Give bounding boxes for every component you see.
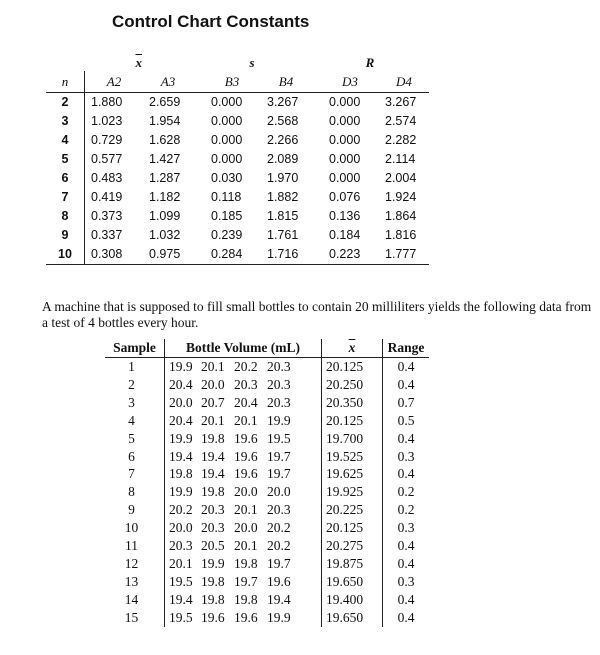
constant-value: 0.239	[211, 228, 243, 242]
const-col-header: B3	[193, 71, 261, 93]
sample-number: 5	[105, 430, 165, 448]
volume-value: 20.4	[169, 412, 193, 428]
constant-value: 1.023	[91, 114, 123, 128]
group-header-s: s	[249, 55, 255, 70]
constant-value: 3.267	[267, 95, 299, 109]
volume-value: 20.3	[201, 520, 225, 536]
bottle-volumes	[165, 448, 322, 466]
bottle-volumes	[165, 519, 322, 537]
bottle-volumes	[165, 430, 322, 448]
volume-value: 20.3	[267, 376, 291, 392]
sample-range: 0.4	[397, 466, 415, 482]
volume-value: 19.4	[169, 591, 193, 607]
bottle-volumes	[165, 609, 322, 627]
constant-value: 1.761	[267, 228, 299, 242]
sample-mean: 19.400	[322, 591, 383, 609]
volume-value: 20.3	[234, 376, 258, 392]
table-row	[105, 609, 429, 627]
volume-value: 20.0	[169, 394, 193, 410]
constant-value: 0.308	[85, 245, 144, 265]
table-row	[105, 555, 429, 573]
constant-value: 0.000	[329, 133, 361, 147]
volume-value: 19.5	[169, 573, 193, 589]
sample-number: 8	[105, 483, 165, 501]
const-col-header: A3	[143, 71, 193, 93]
table-row	[105, 591, 429, 609]
volume-value: 19.9	[201, 555, 225, 571]
volume-value: 20.3	[201, 502, 225, 518]
bottle-volumes	[165, 376, 322, 394]
volume-value: 20.1	[201, 412, 225, 428]
sample-mean: 19.650	[322, 609, 383, 627]
bottle-volumes	[165, 358, 322, 376]
constant-value: 0.337	[91, 228, 123, 242]
constant-value: 2.659	[149, 95, 181, 109]
const-col-header: n	[46, 71, 85, 93]
volume-value: 20.0	[201, 376, 225, 392]
constant-value: 0.729	[91, 133, 123, 147]
constant-value: 0.076	[329, 190, 361, 204]
sample-number: 14	[105, 591, 165, 609]
sample-mean: 20.125	[322, 358, 383, 376]
constant-value: 1.924	[385, 190, 417, 204]
constant-value: 0.000	[211, 95, 243, 109]
volume-value: 20.1	[234, 412, 258, 428]
constant-value: 0.000	[329, 152, 361, 166]
table-row	[105, 394, 429, 412]
sample-range: 0.4	[397, 538, 415, 554]
n-value: 9	[46, 226, 85, 245]
volume-value: 20.1	[234, 538, 258, 554]
volume-value: 20.0	[169, 520, 193, 536]
constant-value: 0.284	[193, 245, 261, 265]
volume-value: 19.6	[201, 609, 225, 625]
bottle-volumes	[165, 573, 322, 591]
volume-value: 20.7	[201, 394, 225, 410]
constant-value: 2.114	[385, 152, 416, 166]
volume-value: 19.4	[169, 448, 193, 464]
volume-value: 19.8	[201, 591, 225, 607]
constant-value: 0.136	[329, 209, 361, 223]
sample-mean: 19.700	[322, 430, 383, 448]
constant-value: 0.000	[329, 171, 361, 185]
sample-number: 6	[105, 448, 165, 466]
volume-value: 19.8	[234, 591, 258, 607]
sample-range: 0.4	[397, 555, 415, 571]
constant-value: 0.000	[329, 114, 361, 128]
const-col-header: D3	[311, 71, 379, 93]
volume-value: 20.2	[267, 538, 291, 554]
constant-value: 0.373	[91, 209, 123, 223]
volume-value: 20.3	[267, 502, 291, 518]
constant-value: 0.184	[329, 228, 361, 242]
sample-number: 9	[105, 501, 165, 519]
volume-value: 19.5	[169, 609, 193, 625]
const-col-header: A2	[85, 71, 144, 93]
sample-number: 13	[105, 573, 165, 591]
sample-mean: 20.125	[322, 412, 383, 430]
sample-number: 3	[105, 394, 165, 412]
table-row	[46, 93, 429, 113]
volume-value: 20.3	[267, 394, 291, 410]
table-row	[105, 465, 429, 483]
header-volume: Bottle Volume (mL)	[165, 339, 322, 358]
sample-range: 0.3	[397, 573, 415, 589]
volume-value: 20.2	[267, 520, 291, 536]
table-row	[46, 131, 429, 150]
volume-value: 20.1	[169, 555, 193, 571]
constant-value: 0.483	[91, 171, 123, 185]
constant-value: 1.427	[149, 152, 181, 166]
sample-mean: 19.525	[322, 448, 383, 466]
table-row	[105, 358, 429, 376]
table-row	[46, 188, 429, 207]
group-header-xbar: $\overline{x}$	[135, 55, 142, 70]
volume-value: 19.9	[169, 359, 193, 374]
volume-value: 20.3	[267, 359, 291, 374]
constant-value: 0.000	[329, 95, 361, 109]
table-row	[46, 245, 429, 265]
sample-mean: 19.650	[322, 573, 383, 591]
sample-range: 0.2	[397, 484, 415, 500]
const-col-header: B4	[261, 71, 311, 93]
bottle-volumes	[165, 412, 322, 430]
constant-value: 1.777	[379, 245, 429, 265]
volume-value: 19.7	[234, 573, 258, 589]
sample-mean: 19.875	[322, 555, 383, 573]
constant-value: 0.030	[211, 171, 243, 185]
n-value: 4	[46, 131, 85, 150]
volume-value: 20.2	[234, 359, 258, 374]
n-value: 5	[46, 150, 85, 169]
volume-value: 19.6	[267, 573, 291, 589]
sample-range: 0.2	[397, 502, 415, 518]
sample-number: 7	[105, 465, 165, 483]
volume-value: 19.7	[267, 448, 291, 464]
n-value: 10	[46, 245, 85, 265]
sample-range: 0.4	[397, 430, 415, 446]
constant-value: 0.000	[211, 133, 243, 147]
volume-value: 20.1	[201, 359, 225, 374]
constant-value: 2.568	[267, 114, 299, 128]
table-row	[105, 412, 429, 430]
constant-value: 1.954	[149, 114, 181, 128]
sample-range: 0.3	[397, 520, 415, 536]
header-mean: $\overline{x}$	[322, 339, 383, 358]
volume-value: 20.0	[234, 520, 258, 536]
volume-value: 19.9	[169, 484, 193, 500]
sample-range: 0.4	[397, 609, 415, 625]
sample-range: 0.4	[397, 591, 415, 607]
constant-value: 1.716	[261, 245, 311, 265]
sample-number: 12	[105, 555, 165, 573]
table-row	[105, 483, 429, 501]
sample-range: 0.4	[397, 359, 415, 374]
constant-value: 0.419	[91, 190, 123, 204]
n-value: 8	[46, 207, 85, 226]
constant-value: 1.864	[385, 209, 417, 223]
constant-value: 1.815	[267, 209, 299, 223]
constant-value: 1.880	[91, 95, 123, 109]
constant-value: 0.185	[211, 209, 243, 223]
table-row	[105, 448, 429, 466]
sample-mean: 19.625	[322, 465, 383, 483]
table-row	[46, 207, 429, 226]
table-row	[105, 537, 429, 555]
bottle-volumes	[165, 394, 322, 412]
constant-value: 0.975	[143, 245, 193, 265]
volume-value: 19.6	[234, 430, 258, 446]
volume-value: 19.9	[267, 609, 291, 625]
volume-value: 19.6	[234, 466, 258, 482]
bottle-volumes	[165, 537, 322, 555]
volume-value: 19.6	[234, 448, 258, 464]
table-row	[46, 112, 429, 131]
volume-value: 19.8	[234, 555, 258, 571]
sample-mean: 20.125	[322, 519, 383, 537]
sample-mean: 20.225	[322, 501, 383, 519]
constant-value: 2.282	[385, 133, 417, 147]
constant-value: 2.266	[267, 133, 299, 147]
volume-value: 19.9	[169, 430, 193, 446]
volume-value: 20.1	[234, 502, 258, 518]
table-row	[46, 169, 429, 188]
page-title: Control Chart Constants	[112, 12, 310, 31]
bottle-volumes	[165, 483, 322, 501]
n-value: 7	[46, 188, 85, 207]
sample-number: 11	[105, 537, 165, 555]
table-row	[46, 226, 429, 245]
bottle-volumes	[165, 501, 322, 519]
table-row	[46, 150, 429, 169]
volume-value: 20.4	[169, 376, 193, 392]
volume-value: 20.3	[169, 538, 193, 554]
volume-value: 19.6	[234, 609, 258, 625]
table-row	[105, 376, 429, 394]
bottle-volumes	[165, 591, 322, 609]
constant-value: 3.267	[385, 95, 417, 109]
table-row	[105, 430, 429, 448]
sample-number: 1	[105, 358, 165, 376]
constant-value: 0.577	[91, 152, 123, 166]
constant-value: 0.000	[211, 114, 243, 128]
volume-value: 20.0	[234, 484, 258, 500]
volume-value: 20.2	[169, 502, 193, 518]
volume-value: 20.4	[234, 394, 258, 410]
constant-value: 1.032	[149, 228, 181, 242]
sample-mean: 20.350	[322, 394, 383, 412]
sample-number: 4	[105, 412, 165, 430]
header-sample: Sample	[105, 339, 165, 358]
n-value: 3	[46, 112, 85, 131]
constant-value: 0.000	[211, 152, 243, 166]
table-row	[105, 573, 429, 591]
constant-value: 2.089	[267, 152, 299, 166]
volume-value: 20.0	[267, 484, 291, 500]
constant-value: 1.882	[267, 190, 299, 204]
group-header-r: R	[365, 55, 375, 70]
sample-range: 0.5	[397, 412, 415, 428]
n-value: 2	[46, 93, 85, 113]
volume-value: 19.8	[201, 430, 225, 446]
volume-value: 19.7	[267, 555, 291, 571]
sample-number: 15	[105, 609, 165, 627]
sample-mean: 20.250	[322, 376, 383, 394]
volume-value: 19.8	[201, 484, 225, 500]
table-row	[105, 519, 429, 537]
sample-range: 0.7	[397, 394, 415, 410]
const-col-header: D4	[379, 71, 429, 93]
bottle-volumes	[165, 555, 322, 573]
sample-mean: 19.925	[322, 483, 383, 501]
sample-range: 0.3	[397, 448, 415, 464]
volume-value: 19.9	[267, 412, 291, 428]
problem-statement: A machine that is supposed to fill small bottles to contain 20 milliliters yields the following data from a test of 4 bottles every hour.	[42, 298, 592, 330]
constant-value: 1.182	[149, 190, 181, 204]
header-range: Range	[383, 339, 430, 358]
volume-value: 19.5	[267, 430, 291, 446]
constants-table	[46, 55, 429, 265]
constant-value: 2.574	[385, 114, 417, 128]
volume-value: 19.4	[267, 591, 291, 607]
volume-value: 19.4	[201, 466, 225, 482]
constant-value: 1.287	[149, 171, 181, 185]
constant-value: 0.223	[311, 245, 379, 265]
constant-value: 1.628	[149, 133, 181, 147]
constant-value: 0.118	[211, 190, 242, 204]
volume-value: 19.8	[201, 573, 225, 589]
sample-number: 2	[105, 376, 165, 394]
volume-value: 19.8	[169, 466, 193, 482]
constant-value: 1.970	[267, 171, 299, 185]
n-value: 6	[46, 169, 85, 188]
sample-mean: 20.275	[322, 537, 383, 555]
volume-value: 19.4	[201, 448, 225, 464]
bottle-volumes	[165, 465, 322, 483]
sample-number: 10	[105, 519, 165, 537]
constant-value: 2.004	[385, 171, 417, 185]
constant-value: 1.099	[149, 209, 181, 223]
sample-range: 0.4	[397, 376, 415, 392]
constant-value: 1.816	[385, 228, 417, 242]
volume-value: 20.5	[201, 538, 225, 554]
bottle-data-table	[105, 339, 429, 627]
volume-value: 19.7	[267, 466, 291, 482]
table-row	[105, 501, 429, 519]
